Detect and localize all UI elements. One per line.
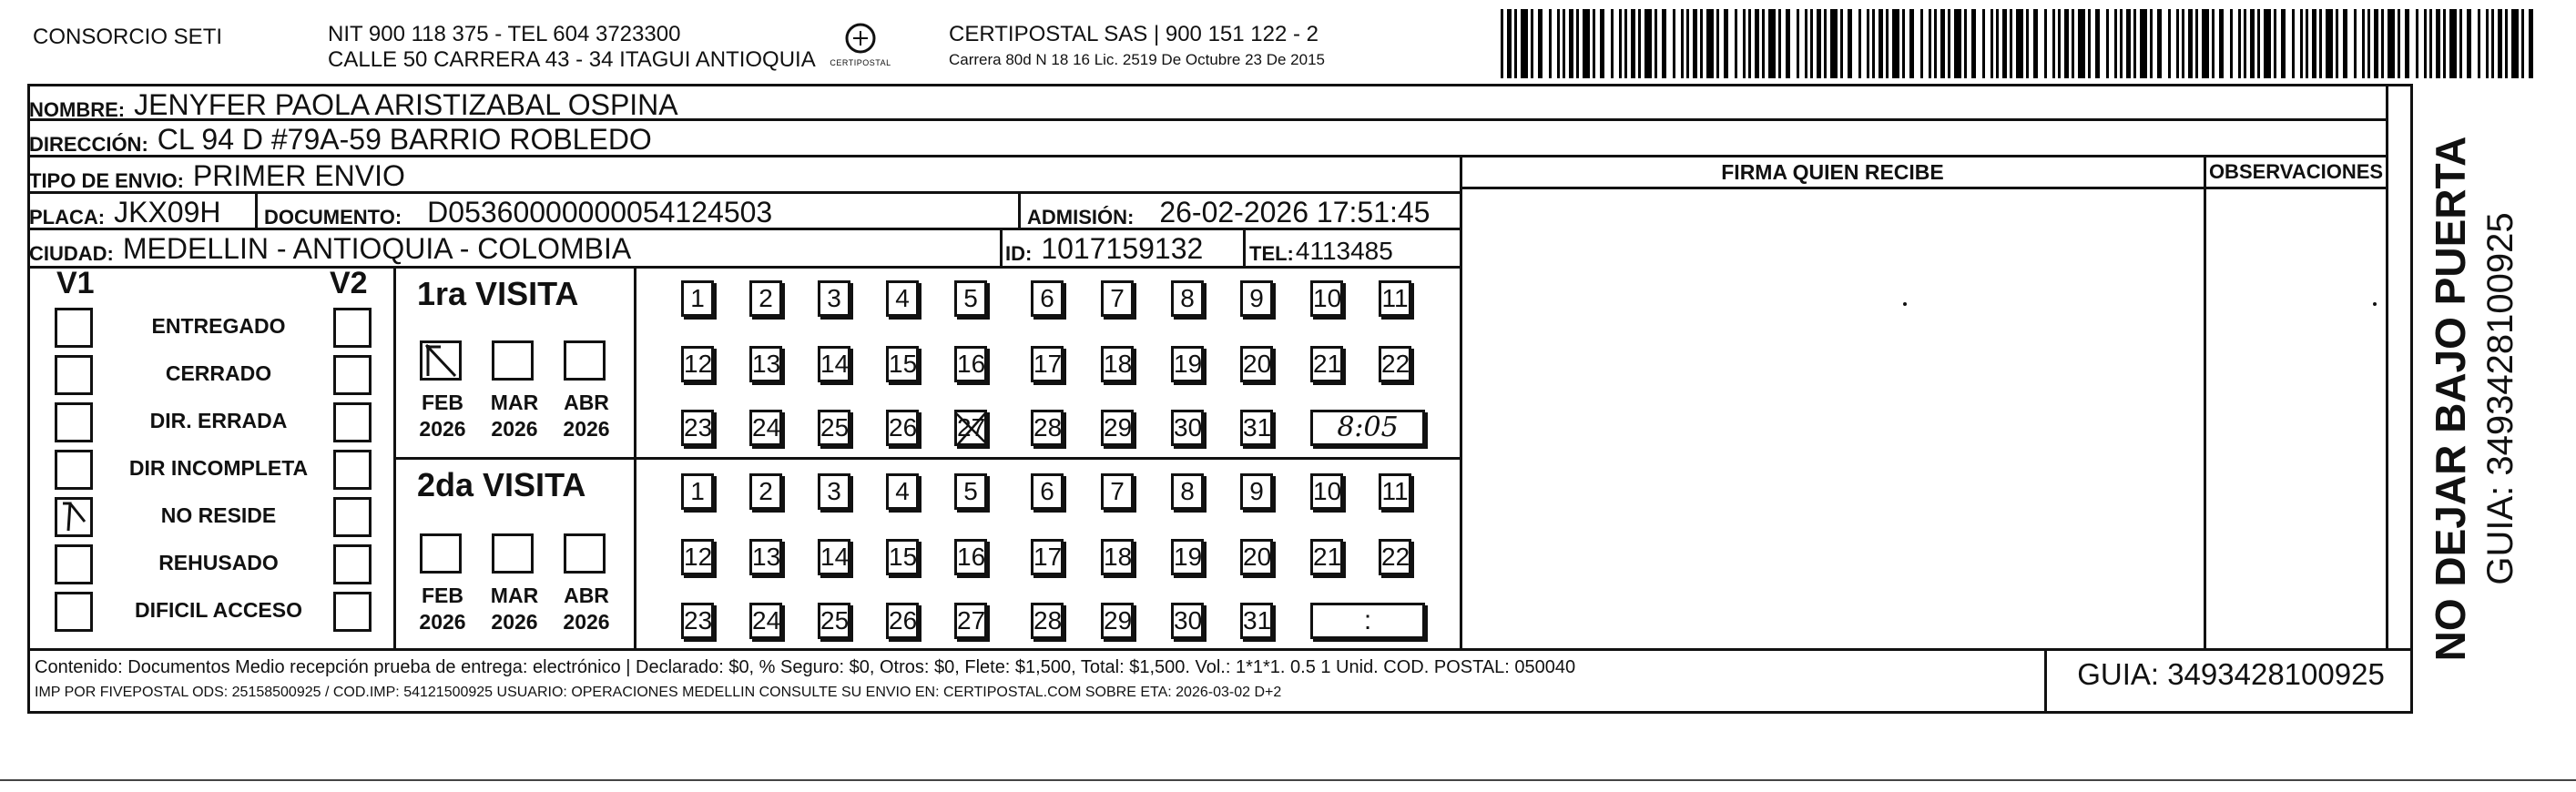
barcode-bar [2511, 9, 2519, 78]
barcode-bar [2521, 9, 2524, 78]
day-box[interactable]: 24 [749, 410, 782, 446]
day-box[interactable]: 20 [1240, 539, 1273, 575]
barcode-bar [2459, 9, 2462, 78]
barcode-bar [2336, 9, 2338, 78]
barcode-bar [1583, 9, 1590, 78]
barcode-bar [1619, 9, 1622, 78]
barcode-bar [1700, 9, 1703, 78]
day-box[interactable]: 7 [1101, 280, 1134, 317]
day-box[interactable]: 11 [1379, 473, 1411, 510]
barcode-bar [1501, 9, 1503, 78]
day-box[interactable]: 2 [749, 473, 782, 510]
barcode-bar [1872, 9, 1875, 78]
v2-checkbox[interactable] [333, 450, 372, 490]
day-box[interactable]: 28 [1031, 603, 1064, 639]
day-box[interactable]: 3 [818, 473, 850, 510]
barcode-bar [2058, 9, 2061, 78]
barcode-bar [2467, 9, 2471, 78]
documento-row [264, 193, 772, 229]
barcode-bar [1600, 9, 1604, 78]
barcode-bar [2114, 9, 2117, 78]
day-box[interactable]: 25 [818, 410, 850, 446]
day-box[interactable]: 17 [1031, 346, 1064, 382]
barcode-bar [2486, 9, 2489, 78]
day-box[interactable]: 4 [886, 280, 919, 317]
barcode-bar [2219, 9, 2224, 78]
barcode-bar [1934, 9, 1937, 78]
month-label [559, 583, 614, 635]
day-box[interactable]: 7 [1101, 473, 1134, 510]
month-label [415, 390, 470, 442]
barcode-bar [1521, 9, 1528, 78]
nombre-value: JENYFER PAOLA ARISTIZABAL OSPINA [134, 88, 678, 121]
barcode-bar [2126, 9, 2131, 78]
barcode-bar [1748, 9, 1751, 78]
barcode-bar [1693, 9, 1697, 78]
month-name: FEB [422, 584, 463, 607]
day-box[interactable]: 15 [886, 539, 919, 575]
barcode-bar [2449, 9, 2457, 78]
day-box[interactable]: 2 [749, 280, 782, 317]
barcode-bar [2106, 9, 2109, 78]
barcode-bar [2367, 9, 2370, 78]
day-box[interactable]: 31 [1240, 603, 1273, 639]
barcode-bar [2478, 9, 2480, 78]
contenido-text: Contenido: Documentos Medio recepción prueba de entrega: electrónico | Declarado: $0, % Seguro: $0, Otros: $0, Flete: $1,500, Total: $1,500. Vol.: 1*1*1. 0.5 1 Unid. COD. POSTAL: 050040 [35, 657, 1576, 677]
day-box[interactable]: 6 [1031, 280, 1064, 317]
day-box[interactable]: 27 [954, 410, 987, 446]
barcode-bar [2505, 9, 2508, 78]
month-year: 2026 [419, 417, 466, 441]
month-checkbox[interactable] [420, 340, 462, 381]
day-box[interactable]: 25 [818, 603, 850, 639]
barcode-bar [2300, 9, 2303, 78]
barcode-bar [1563, 9, 1565, 78]
barcode-bar [2044, 9, 2047, 78]
barcode-bar [1805, 9, 1807, 78]
barcode-bar [1920, 9, 1923, 78]
barcode-bar [1644, 9, 1652, 78]
second-visit-title: 2da VISITA [417, 466, 586, 503]
barcode-bar [1940, 9, 1945, 78]
day-box[interactable]: 19 [1171, 539, 1204, 575]
month-name: ABR [564, 584, 609, 607]
barcode-bar [2292, 9, 2295, 78]
status-option-label: DIR. ERRADA [149, 409, 288, 432]
barcode-bar [2140, 9, 2147, 78]
id-value: 1017159132 [1041, 232, 1204, 265]
v1-checkbox[interactable] [55, 497, 93, 537]
nombre-label: NOMBRE: [29, 98, 126, 121]
barcode-bar [2362, 9, 2365, 78]
barcode-bar [1786, 9, 1790, 78]
barcode-bar [2064, 9, 2069, 78]
id-row [1005, 229, 1203, 266]
barcode-bar [1948, 9, 1950, 78]
barcode-bar [2498, 9, 2502, 78]
day-box[interactable]: 8 [1171, 280, 1204, 317]
v1-checkbox[interactable] [55, 544, 93, 584]
barcode-bar [2306, 9, 2308, 78]
barcode-bar [1673, 9, 1675, 78]
observaciones-area[interactable] [2206, 189, 2386, 648]
day-box[interactable]: 29 [1101, 603, 1134, 639]
barcode-bar [2354, 9, 2357, 78]
month-name: MAR [490, 391, 539, 414]
nombre-row [29, 86, 678, 122]
barcode-bar [2388, 9, 2395, 78]
barcode-bar [1902, 9, 1905, 78]
barcode-bar [1971, 9, 1976, 78]
barcode-bar [2443, 9, 2446, 78]
time-box[interactable]: : [1310, 603, 1425, 639]
barcode-bar [2120, 9, 2123, 78]
day-box[interactable]: 21 [1310, 539, 1343, 575]
barcode-bar [2405, 9, 2409, 78]
v2-checkbox[interactable] [333, 544, 372, 584]
barcode-bar [2250, 9, 2255, 78]
placa-value: JKX09H [114, 196, 221, 228]
barcode-bar [2095, 9, 2100, 78]
day-box[interactable]: 28 [1031, 410, 1064, 446]
barcode-bar [2016, 9, 2023, 78]
day-box[interactable]: 8 [1171, 473, 1204, 510]
day-box[interactable]: 12 [681, 346, 714, 382]
barcode-bar [1631, 9, 1635, 78]
no-dejar-text: NO DEJAR BAJO PUERTA [2427, 136, 2474, 662]
status-option-label: ENTREGADO [151, 314, 286, 338]
day-box[interactable]: 6 [1031, 473, 1064, 510]
barcode-bar [1879, 9, 1883, 78]
v2-checkbox[interactable] [333, 355, 372, 395]
day-box[interactable]: 10 [1310, 473, 1343, 510]
day-box[interactable]: 26 [886, 603, 919, 639]
day-box[interactable]: 30 [1171, 603, 1204, 639]
barcode-bar [1706, 9, 1714, 78]
v2-label: V2 [330, 266, 368, 300]
month-year: 2026 [419, 610, 466, 634]
ciudad-value: MEDELLIN - ANTIOQUIA - COLOMBIA [122, 232, 632, 265]
barcode-bar [2195, 9, 2198, 78]
barcode-bar [2188, 9, 2193, 78]
month-year: 2026 [491, 610, 538, 634]
barcode-bar [2238, 9, 2241, 78]
month-name: FEB [422, 391, 463, 414]
month-checkbox[interactable] [564, 340, 606, 381]
status-option-label: NO RESIDE [160, 503, 277, 527]
nit-line: NIT 900 118 375 - TEL 604 3723300 [328, 22, 681, 46]
cross-mark-icon [954, 410, 987, 446]
time-box[interactable]: 8:05 [1310, 410, 1425, 446]
barcode-bar [1778, 9, 1781, 78]
barcode-bar [1817, 9, 1821, 78]
day-box[interactable]: 14 [818, 539, 850, 575]
v2-checkbox[interactable] [333, 402, 372, 442]
barcode-bar [2257, 9, 2260, 78]
barcode-bar [1840, 9, 1843, 78]
barcode-bar [1538, 9, 1543, 78]
barcode-bar [1655, 9, 1657, 78]
logo-emblem-icon [824, 18, 897, 76]
v1-checkbox[interactable] [55, 450, 93, 490]
day-box[interactable]: 14 [818, 346, 850, 382]
barcode-bar [1716, 9, 1719, 78]
barcode-bar [1824, 9, 1827, 78]
day-box[interactable]: 1 [681, 280, 714, 317]
documento-label: DOCUMENTO: [264, 206, 402, 228]
v2-checkbox[interactable] [333, 497, 372, 537]
direccion-row [29, 120, 652, 157]
day-box[interactable]: 17 [1031, 539, 1064, 575]
barcode-bar [2326, 9, 2333, 78]
imp-line: IMP POR FIVEPOSTAL ODS: 25158500925 / COD.IMP: 54121500925 USUARIO: OPERACIONES MEDELLIN CONSULTE SU ENVIO EN: CERTIPOSTAL.COM SOBRE ETA: 2026-03-02 D+2 [35, 685, 1282, 700]
day-box[interactable]: 18 [1101, 539, 1134, 575]
barcode-bar [2429, 9, 2432, 78]
day-box[interactable]: 13 [749, 539, 782, 575]
day-box[interactable]: 19 [1171, 346, 1204, 382]
v2-checkbox[interactable] [333, 592, 372, 632]
day-box[interactable]: 22 [1379, 539, 1411, 575]
barcode-bar [2026, 9, 2029, 78]
barcode-bar [1996, 9, 1999, 78]
tipo-value: PRIMER ENVIO [192, 159, 405, 192]
barcode-bar [2398, 9, 2400, 78]
v1-label: V1 [56, 266, 95, 300]
status-option-label: DIFICIL ACCESO [134, 598, 302, 622]
barcode-bar [2274, 9, 2276, 78]
barcode-bar [2133, 9, 2136, 78]
barcode-bar [2436, 9, 2440, 78]
barcode-bar [2416, 9, 2418, 78]
day-box[interactable]: 21 [1310, 346, 1343, 382]
day-box[interactable]: 9 [1240, 473, 1273, 510]
barcode-bar [1662, 9, 1666, 78]
direccion-value: CL 94 D #79A-59 BARRIO ROBLEDO [157, 123, 652, 156]
barcode-bar [1810, 9, 1813, 78]
status-option-label: CERRADO [165, 361, 272, 385]
barcode-bar [2088, 9, 2091, 78]
barcode-bar [1858, 9, 1861, 78]
barcode-bar [1611, 9, 1614, 78]
status-option-label: REHUSADO [158, 551, 279, 574]
placa-row [29, 193, 221, 229]
barcode-bar [2381, 9, 2384, 78]
barcode-bar [1557, 9, 1560, 78]
barcode-bar [1954, 9, 1961, 78]
barcode-bar [1576, 9, 1579, 78]
barcode-bar [1569, 9, 1573, 78]
barcode-bar [2168, 9, 2171, 78]
company-name: CONSORCIO SETI [33, 25, 223, 49]
day-box[interactable]: 18 [1101, 346, 1134, 382]
barcode-bar [1909, 9, 1914, 78]
month-label [487, 390, 542, 442]
barcode-bar [1624, 9, 1627, 78]
barcode-bar [1991, 9, 1993, 78]
check-mark-icon [423, 343, 459, 378]
barcode-bar [1681, 9, 1684, 78]
barcode-bar [2230, 9, 2233, 78]
barcode-bar [1848, 9, 1852, 78]
barcode-bar [2529, 9, 2533, 78]
barcode-bar [1982, 9, 1985, 78]
observaciones-label: OBSERVACIONES [2208, 160, 2384, 183]
barcode-bar [1830, 9, 1838, 78]
month-year: 2026 [563, 610, 610, 634]
barcode-bar [1638, 9, 1641, 78]
barcode-bar [2312, 9, 2316, 78]
barcode-bar [2264, 9, 2271, 78]
barcode-bar [2424, 9, 2427, 78]
day-box[interactable]: 16 [954, 346, 987, 382]
month-checkbox[interactable] [564, 533, 606, 574]
barcode-bar [2072, 9, 2074, 78]
barcode-bar [2157, 9, 2162, 78]
barcode-bar [1735, 9, 1737, 78]
v1-checkbox[interactable] [55, 308, 93, 348]
month-label [559, 390, 614, 442]
month-label [487, 583, 542, 635]
barcode [1501, 0, 2539, 82]
address-line: CALLE 50 CARRERA 43 - 34 ITAGUI ANTIOQUIA [328, 47, 816, 72]
v1-checkbox[interactable] [55, 402, 93, 442]
barcode-bar [1964, 9, 1967, 78]
month-year: 2026 [563, 417, 610, 441]
barcode-bar [1867, 9, 1869, 78]
v1-checkbox[interactable] [55, 355, 93, 395]
day-box[interactable]: 5 [954, 473, 987, 510]
firma-label: FIRMA QUIEN RECIBE [1721, 160, 1944, 184]
barcode-bar [2202, 9, 2209, 78]
day-box[interactable]: 31 [1240, 410, 1273, 446]
barcode-bar [1531, 9, 1533, 78]
barcode-bar [1593, 9, 1595, 78]
day-box[interactable]: 10 [1310, 280, 1343, 317]
day-box[interactable]: 3 [818, 280, 850, 317]
barcode-bar [2033, 9, 2038, 78]
placa-label: PLACA: [29, 206, 106, 228]
barcode-bar [2281, 9, 2286, 78]
ciudad-label: CIUDAD: [29, 242, 114, 265]
v1-checkbox[interactable] [55, 592, 93, 632]
day-box[interactable]: 15 [886, 346, 919, 382]
cert-line-2: Carrera 80d N 18 16 Lic. 2519 De Octubre 23 De 2015 [949, 51, 1325, 68]
side-text [2415, 84, 2561, 714]
day-box[interactable]: 23 [681, 410, 714, 446]
barcode-bar [1724, 9, 1728, 78]
barcode-bar [1514, 9, 1517, 78]
side-guia-text: GUIA: 3493428100925 [2480, 212, 2520, 585]
barcode-bar [1743, 9, 1746, 78]
status-option-label: DIR INCOMPLETA [128, 456, 309, 480]
day-box[interactable]: 30 [1171, 410, 1204, 446]
ciudad-row [29, 229, 631, 266]
day-box[interactable]: 29 [1101, 410, 1134, 446]
month-name: ABR [564, 391, 609, 414]
barcode-bar [1892, 9, 1899, 78]
tipo-row [29, 157, 405, 193]
month-label [415, 583, 470, 635]
tel-label: TEL: [1249, 242, 1294, 265]
barcode-bar [2078, 9, 2085, 78]
tel-value: 4113485 [1295, 237, 1393, 265]
v2-checkbox[interactable] [333, 308, 372, 348]
barcode-bar [2491, 9, 2494, 78]
barcode-bar [2244, 9, 2246, 78]
guia-footer: GUIA: 3493428100925 [2077, 657, 2385, 691]
tel-row [1249, 229, 1393, 266]
admision-value: 26-02-2026 17:51:45 [1159, 196, 1431, 228]
first-visit-title: 1ra VISITA [417, 275, 579, 312]
barcode-bar [2002, 9, 2007, 78]
barcode-bar [1768, 9, 1776, 78]
month-checkbox[interactable] [420, 533, 462, 574]
barcode-bar [1755, 9, 1759, 78]
day-box[interactable]: 27 [954, 603, 987, 639]
day-box[interactable]: 4 [886, 473, 919, 510]
day-box[interactable]: 13 [749, 346, 782, 382]
barcode-bar [1507, 9, 1512, 78]
day-box[interactable]: 26 [886, 410, 919, 446]
barcode-bar [2176, 9, 2179, 78]
barcode-bar [2374, 9, 2378, 78]
barcode-bar [1929, 9, 1931, 78]
documento-value: D05360000000054124503 [427, 196, 773, 228]
tipo-label: TIPO DE ENVIO: [29, 169, 184, 192]
barcode-bar [2182, 9, 2184, 78]
barcode-bar [1797, 9, 1799, 78]
day-box[interactable]: 22 [1379, 346, 1411, 382]
day-box[interactable]: 16 [954, 539, 987, 575]
barcode-bar [1762, 9, 1765, 78]
day-box[interactable]: 11 [1379, 280, 1411, 317]
logo-text: CERTIPOSTAL [830, 58, 891, 67]
barcode-bar [2010, 9, 2012, 78]
barcode-bar [2052, 9, 2055, 78]
month-checkbox[interactable] [492, 340, 534, 381]
admision-row [1027, 193, 1430, 229]
day-box[interactable]: 23 [681, 603, 714, 639]
admision-label: ADMISIÓN: [1027, 206, 1135, 228]
id-label: ID: [1005, 242, 1033, 265]
month-year: 2026 [491, 417, 538, 441]
barcode-bar [1686, 9, 1689, 78]
barcode-bar [2343, 9, 2347, 78]
day-box[interactable]: 20 [1240, 346, 1273, 382]
cert-line-1: CERTIPOSTAL SAS | 900 151 122 - 2 [949, 22, 1319, 46]
month-checkbox[interactable] [492, 533, 534, 574]
day-box[interactable]: 1 [681, 473, 714, 510]
month-name: MAR [490, 584, 539, 607]
signature-area[interactable] [1462, 189, 2204, 648]
certipostal-logo [824, 18, 897, 76]
day-box[interactable]: 9 [1240, 280, 1273, 317]
barcode-bar [1549, 9, 1552, 78]
day-box[interactable]: 12 [681, 539, 714, 575]
direccion-label: DIRECCIÓN: [29, 133, 148, 156]
barcode-bar [2319, 9, 2322, 78]
barcode-bar [1886, 9, 1889, 78]
day-box[interactable]: 5 [954, 280, 987, 317]
day-box[interactable]: 24 [749, 603, 782, 639]
check-mark-icon [57, 500, 90, 534]
barcode-bar [2212, 9, 2215, 78]
barcode-bar [2150, 9, 2153, 78]
